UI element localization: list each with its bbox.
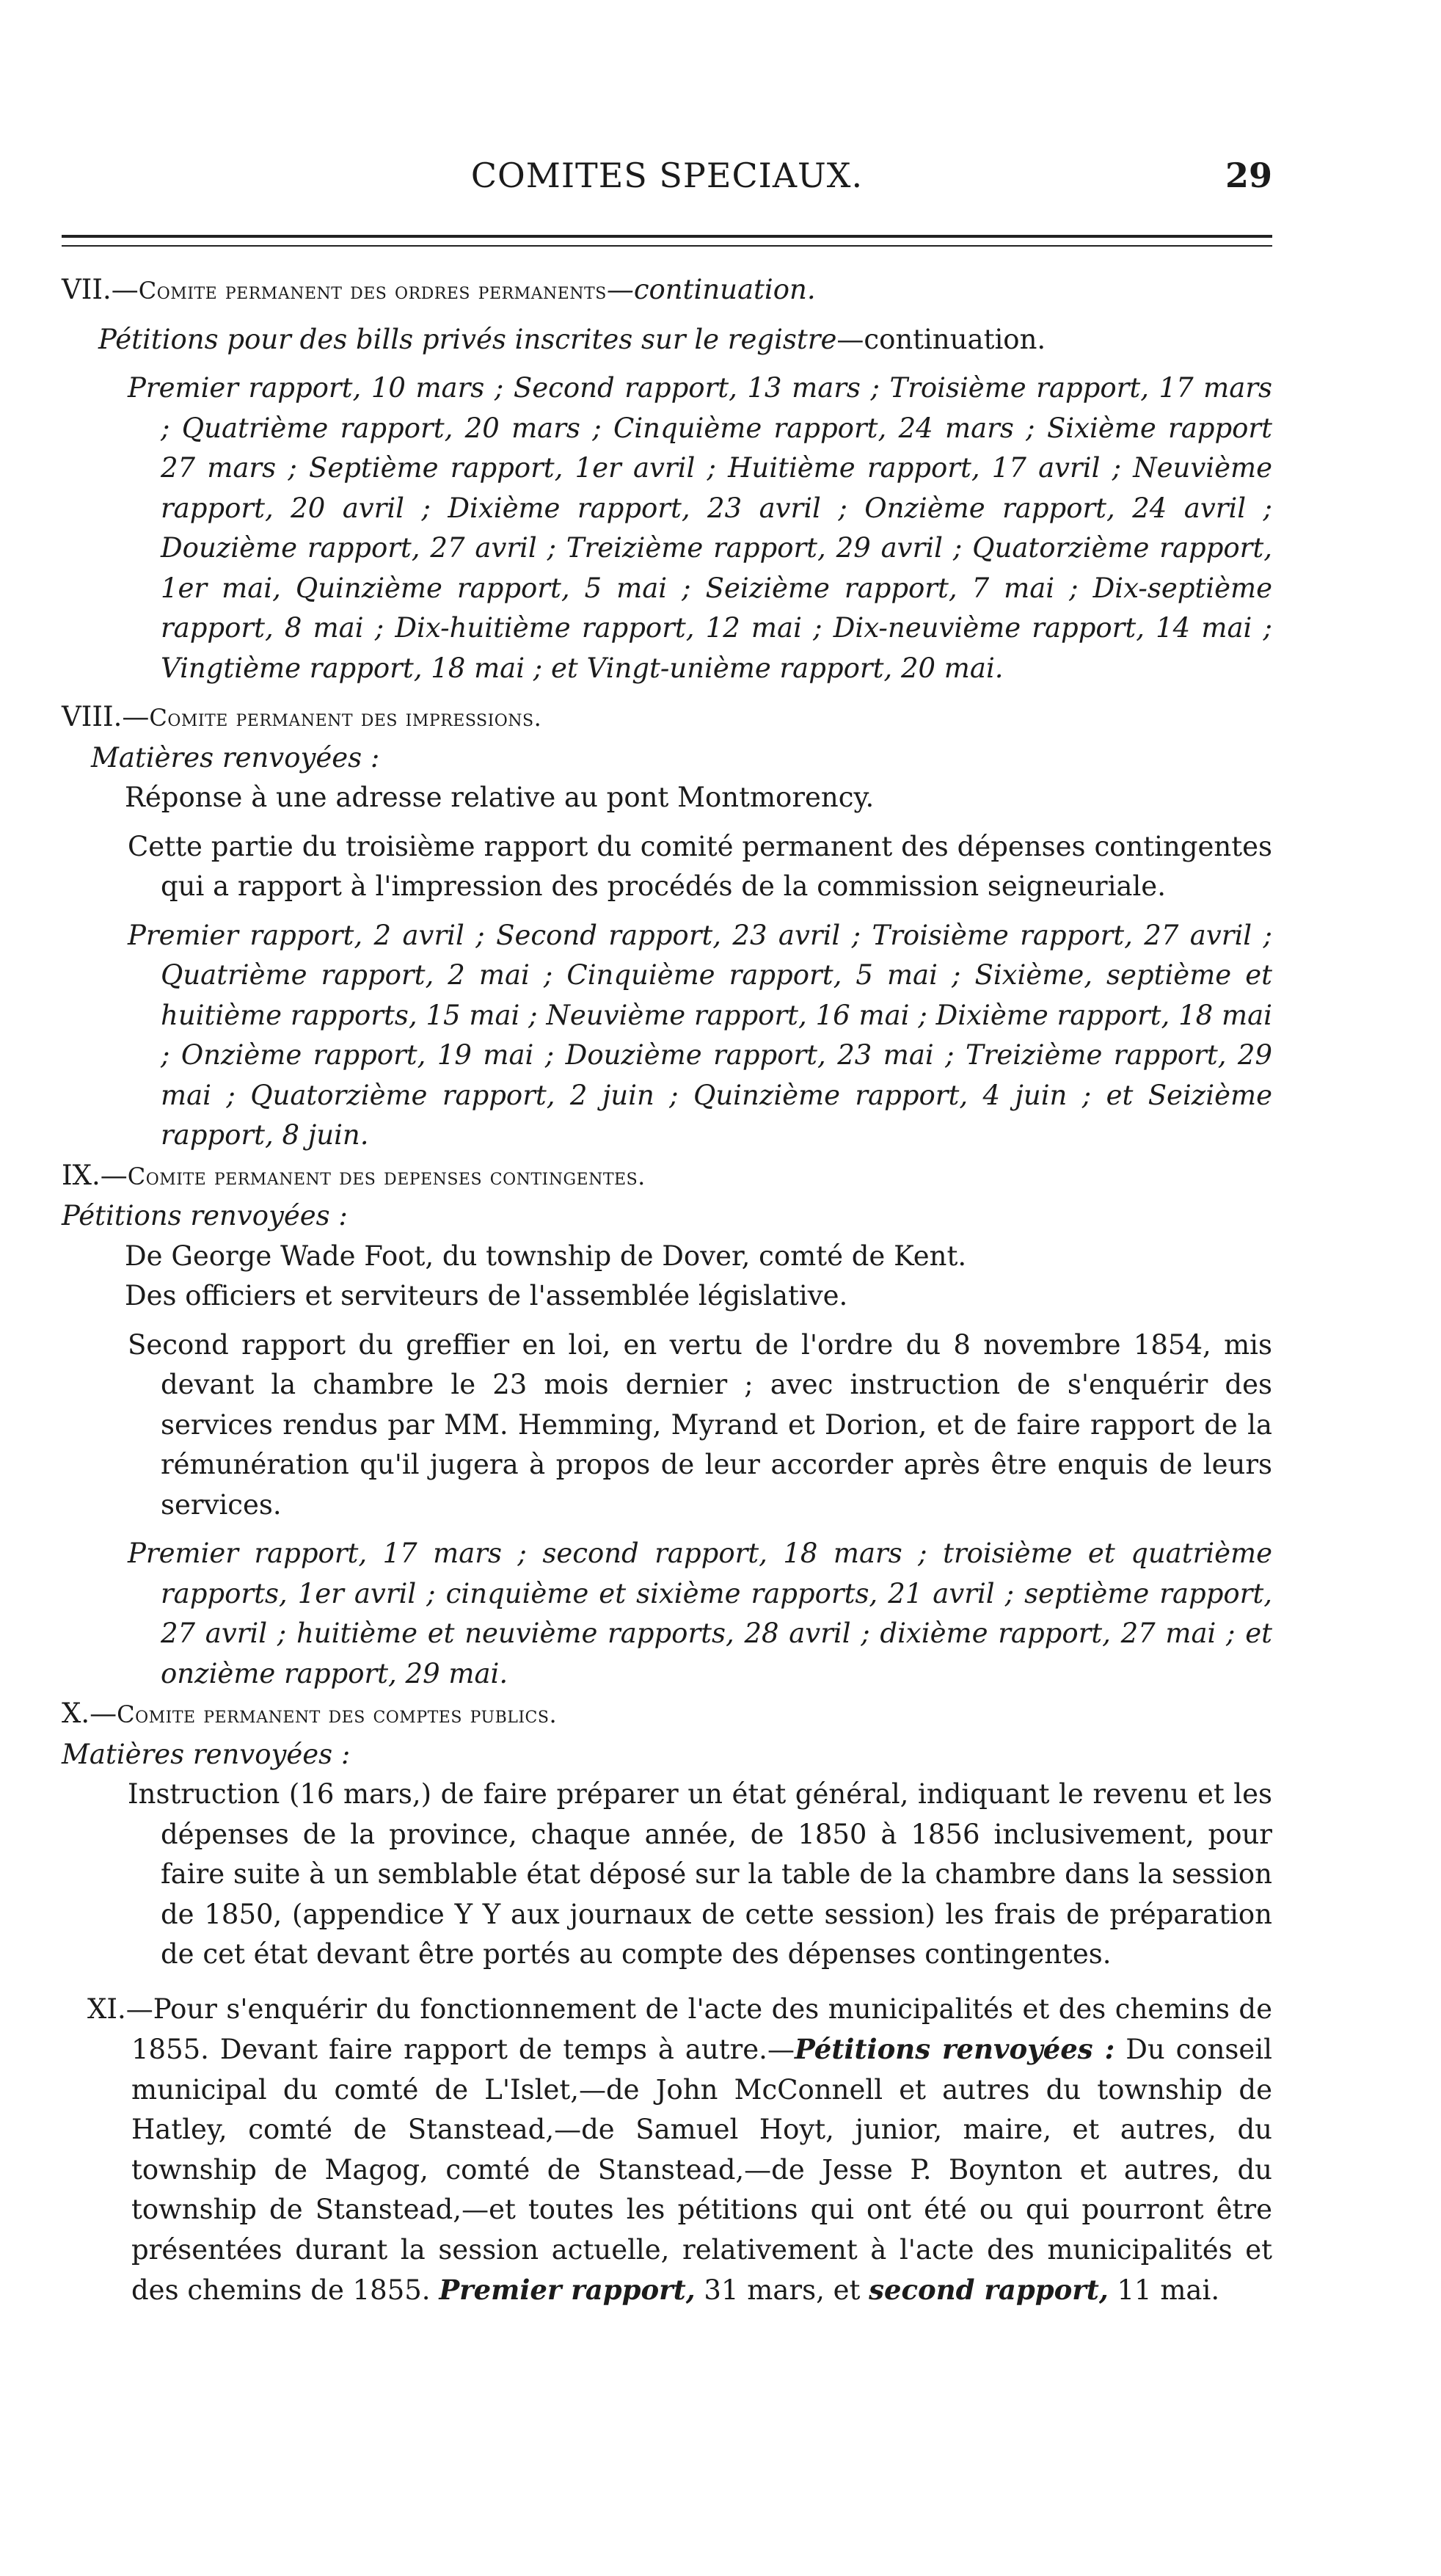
section-11-report-1: Premier rapport, (439, 2274, 696, 2306)
page-number: 29 (1225, 156, 1272, 195)
section-8-number: VIII.— (62, 701, 150, 732)
section-9-heading (62, 1156, 1272, 1197)
section-11-text-b: Du conseil municipal du comté de L'Islet,—de John McConnell et autres du township de Hatley, comté de Stanstead,—de Samuel Hoyt, junior, maire, et autres, du township de Magog, comté de Stanstead,—de Jesse P. Boynton et autres, du township de Stanstead,—et toutes les pétitions qui ont été ou qui pourront être présentées durant la session actuelle, relativement à l'acte des municipalités et des chemins de 1855. (131, 2034, 1272, 2306)
section-7-number: VII.— (62, 274, 139, 305)
section-8-reports: Premier rapport, 2 avril ; Second rapport, 23 avril ; Troisième rapport, 27 avril ; Quatrième rapport, 2 mai ; Cinquième rapport, 5 mai ; Sixième, septième et huitième rapports, 15 mai ; Neuvième rapport, 16 mai ; Dixième rapport, 18 mai ; Onzième rapport, 19 mai ; Douzième rapport, 23 mai ; Treizième rapport, 29 mai ; Quatorzième rapport, 2 juin ; Quinzième rapport, 4 juin ; et Seizième rapport, 8 juin. (128, 919, 1272, 1151)
section-11-number: XI.— (87, 1993, 153, 2025)
section-7-reports: Premier rapport, 10 mars ; Second rapport, 13 mars ; Troisième rapport, 17 mars ; Quatrième rapport, 20 mars ; Cinquième rapport, 24 mars ; Sixième rapport 27 mars ; Septième rapport, 1er avril ; Huitième rapport, 17 avril ; Neuvième rapport, 20 avril ; Dixième rapport, 23 avril ; Onzième rapport, 24 avril ; Douzième rapport, 27 avril ; Treizième rapport, 29 avril ; Quatorzième rapport, 1er mai, Quinzième rapport, 5 mai ; Seizième rapport, 7 mai ; Dix-septième rapport, 8 mai ; Dix-huitième rapport, 12 mai ; Dix-neuvième rapport, 14 mai ; Vingtième rapport, 18 mai ; et Vingt-unième rapport, 20 mai. (128, 372, 1272, 684)
section-10-title: Comite permanent des comptes publics. (117, 1700, 558, 1728)
section-8-heading (62, 697, 1272, 738)
section-7-subhead-text: Pétitions pour des bills privés inscrites sur le registre (98, 323, 837, 355)
section-7-subhead-suffix: —continuation. (836, 323, 1046, 355)
section-10-number: X.— (62, 1698, 117, 1729)
section-11-paragraph (62, 1990, 1272, 2311)
section-11-text-a: Pour s'enquérir du fonctionnement de l'acte des municipalités et des chemins de 1855. Devant faire rapport de temps à autre.— (131, 1993, 1272, 2065)
section-7-title-suffix: —continuation. (606, 274, 816, 305)
section-9-subhead: Pétitions renvoyées : (62, 1200, 348, 1231)
section-9-title: Comite permanent des depenses contingentes. (127, 1162, 646, 1190)
section-8-title: Comite permanent des impressions. (149, 704, 542, 732)
section-8-item-1: Réponse à une adresse relative au pont Montmorency. (125, 782, 875, 813)
body-text (62, 270, 1272, 2311)
section-11-report-2: second rapport, (869, 2274, 1109, 2306)
header-rule-top (62, 235, 1272, 238)
section-9-item-1: De George Wade Foot, du township de Dover, comté de Kent. (125, 1240, 967, 1272)
section-10-item-1: Instruction (16 mars,) de faire préparer un état général, indiquant le revenu et les dépenses de la province, chaque année, de 1850 à 1856 inclusivement, pour faire suite à un semblable état déposé sur la table de la chambre dans la session de 1850, (appendice Y Y aux journaux de cette session) les frais de préparation de cet état devant être portés au compte des dépenses contingentes. (128, 1778, 1272, 1970)
section-7-title: Comite permanent des ordres permanents (138, 277, 607, 305)
section-7-subhead (62, 320, 1272, 360)
section-9-reports: Premier rapport, 17 mars ; second rapport, 18 mars ; troisième et quatrième rapports, 1er avril ; cinquième et sixième rapports, 21 avril ; septième rapport, 27 avril ; huitième et neuvième rapports, 28 avril ; dixième rapport, 27 mai ; et onzième rapport, 29 mai. (128, 1538, 1272, 1689)
section-10-subhead: Matières renvoyées : (62, 1738, 351, 1770)
section-7-heading (62, 270, 1272, 311)
section-9-item-3: Second rapport du greffier en loi, en vertu de l'ordre du 8 novembre 1854, mis devant la chambre le 23 mois dernier ; avec instruction de s'enquérir des services rendus par MM. Hemming, Myrand et Dorion, et de faire rapport de la rémunération qu'il jugera à propos de leur accorder après être enquis de leurs services. (128, 1328, 1272, 1521)
section-11-report-2-date: 11 mai. (1108, 2274, 1220, 2306)
section-8-item-2: Cette partie du troisième rapport du comité permanent des dépenses contingentes qui a rapport à l'impression des procédés de la commission seigneuriale. (128, 830, 1272, 902)
section-10-heading (62, 1694, 1272, 1735)
header-rule-bottom (62, 245, 1272, 247)
section-9-number: IX.— (62, 1159, 128, 1191)
section-11-petitions-label: Pétitions renvoyées : (794, 2033, 1115, 2065)
section-11-report-1-date: 31 mars, et (695, 2274, 869, 2306)
running-head: COMITES SPECIAUX. (470, 156, 864, 195)
page-header (62, 156, 1272, 200)
section-9-item-2: Des officiers et serviteurs de l'assemblée législative. (125, 1280, 848, 1311)
section-8-subhead: Matières renvoyées : (91, 741, 380, 774)
